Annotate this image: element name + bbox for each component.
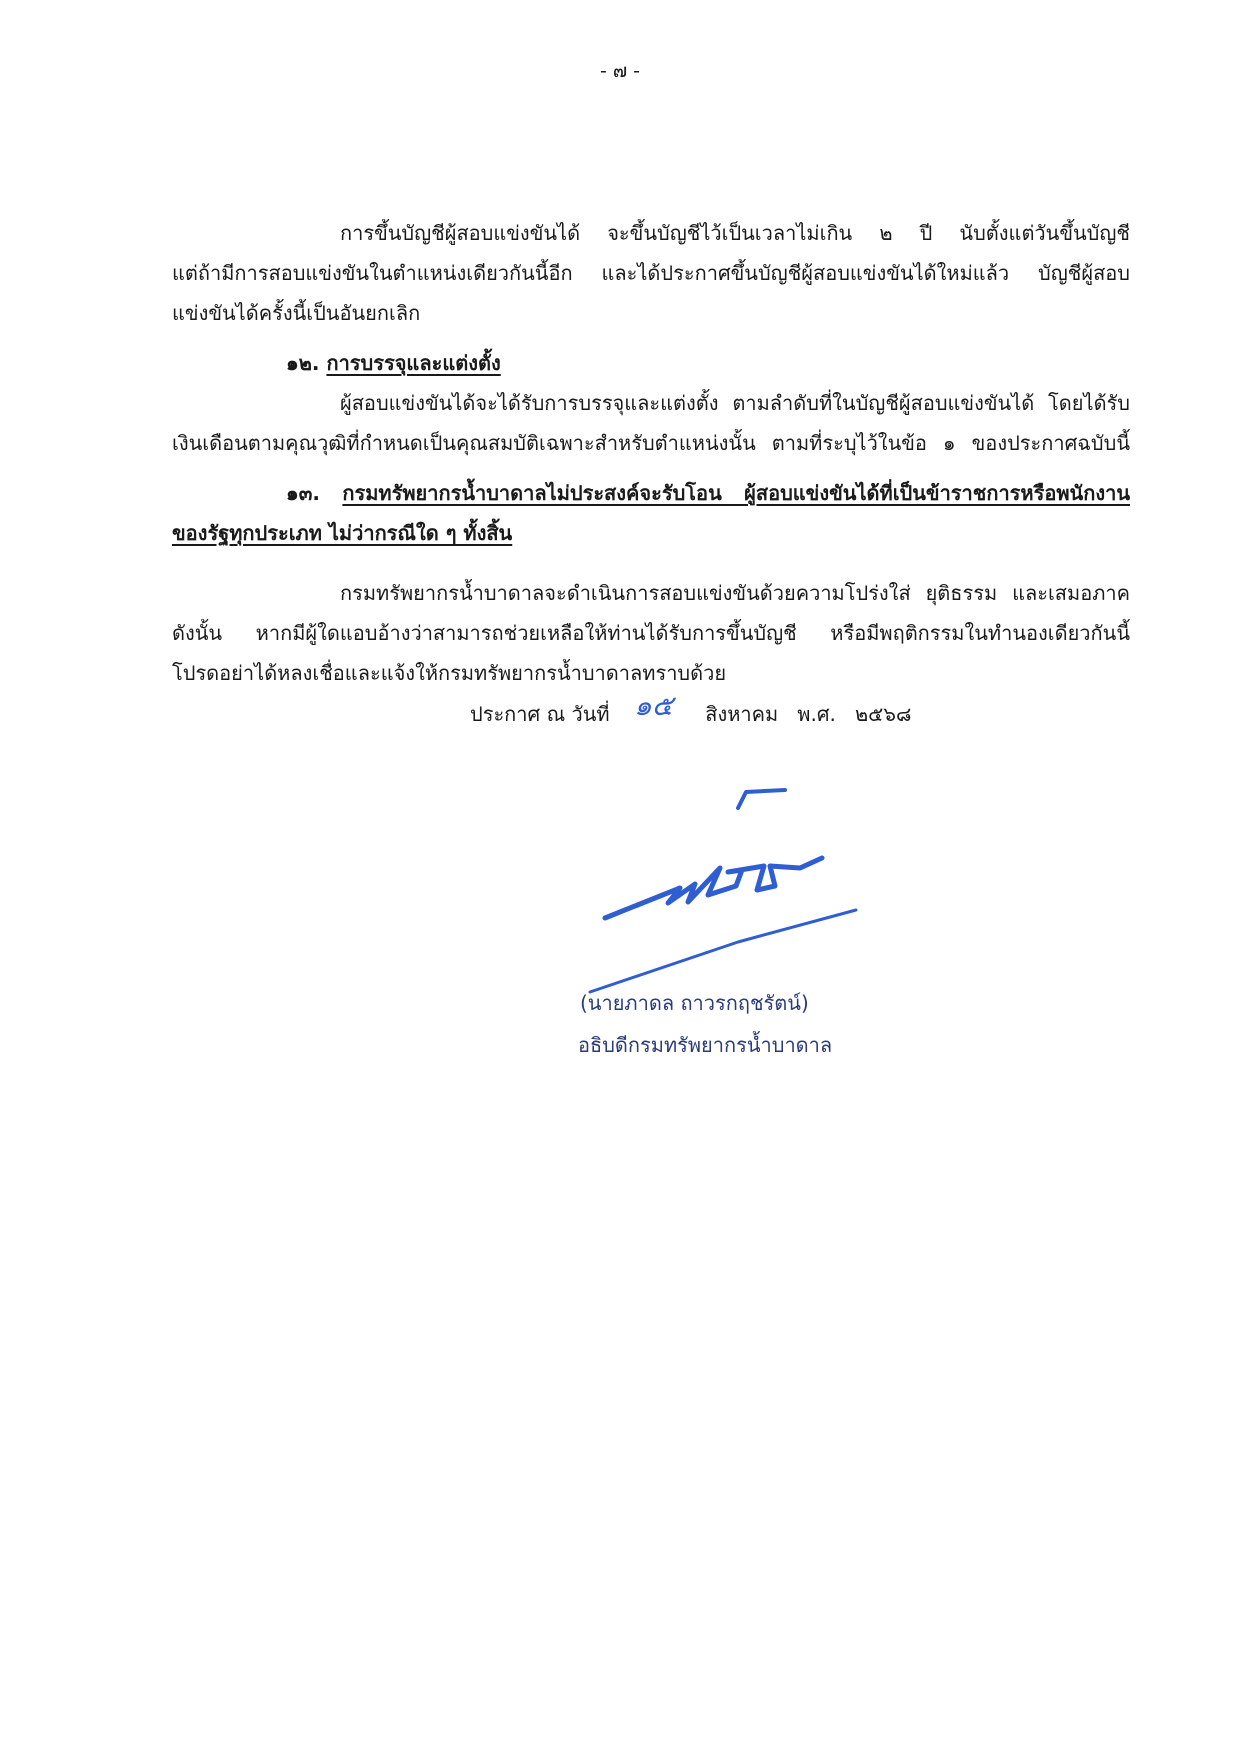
section-12-line-1: ผู้สอบแข่งขันได้จะได้รับการบรรจุและแต่งตั้ง ตามลำดับที่ในบัญชีผู้สอบแข่งขันได้ โดยได้รับ (340, 391, 1130, 415)
section-13-line-2: ดังนั้น หากมีผู้ใดแอบอ้างว่าสามารถช่วยเหลือให้ท่านได้รับการขึ้นบัญชี หรือมีพฤติกรรมในทำนองเดียวกันนี้ (172, 621, 1130, 645)
signature-stroke-main (605, 858, 822, 918)
announcement-date (470, 689, 912, 729)
intro-line-1: การขึ้นบัญชีผู้สอบแข่งขันได้ จะขึ้นบัญชีไว้เป็นเวลาไม่เกิน ๒ ปี นับตั้งแต่วันขึ้นบัญชี (340, 221, 1130, 245)
signature-stroke-top (738, 790, 785, 808)
section-12-heading (286, 348, 501, 378)
section-13-number: ๑๓. (286, 481, 320, 505)
announcement-month: สิงหาคม (705, 702, 779, 726)
intro-line-2: แต่ถ้ามีการสอบแข่งขันในตำแหน่งเดียวกันนี้อีก และได้ประกาศขึ้นบัญชีผู้สอบแข่งขันได้ใหม่แล้ว บัญชีผู้สอบ (172, 261, 1130, 285)
intro-line-3: แข่งขันได้ครั้งนี้เป็นอันยกเลิก (172, 301, 421, 325)
announcement-day: ๑๕ (633, 689, 673, 722)
signer-title: อธิบดีกรมทรัพยากรน้ำบาดาล (578, 1033, 833, 1057)
announcement-year: ๒๕๖๘ (854, 702, 912, 726)
announcement-prefix: ประกาศ ณ วันที่ (470, 702, 610, 726)
section-13-line-1: กรมทรัพยากรน้ำบาดาลจะดำเนินการสอบแข่งขันด้วยความโปร่งใส่ ยุติธรรม และเสมอภาค (340, 581, 1130, 605)
signature-stroke-underline (590, 910, 856, 992)
page-number: - ๗ - (599, 60, 641, 82)
section-12-number: ๑๒. (286, 351, 320, 375)
section-13-title-1: กรมทรัพยากรน้ำบาดาลไม่ประสงค์จะรับโอน ผู้สอบแข่งขันได้ที่เป็นข้าราชการหรือพนักงาน (342, 481, 1130, 505)
section-12-line-2: เงินเดือนตามคุณวุฒิที่กำหนดเป็นคุณสมบัติเฉพาะสำหรับตำแหน่งนั้น ตามที่ระบุไว้ในข้อ ๑ ของประกาศฉบับนี้ (172, 431, 1130, 455)
section-13-line-3: โปรดอย่าได้หลงเชื่อและแจ้งให้กรมทรัพยากรน้ำบาดาลทราบด้วย (172, 661, 727, 685)
section-13-heading-line-1 (286, 478, 1130, 508)
section-13-heading-line-2 (172, 518, 512, 548)
section-13-title-2: ของรัฐทุกประเภท ไม่ว่ากรณีใด ๆ ทั้งสิ้น (172, 521, 513, 545)
announcement-era: พ.ศ. (797, 702, 836, 726)
signature-image (560, 770, 880, 1010)
signer-name: (นายภาดล ถาวรกฤชรัตน์) (580, 991, 809, 1015)
section-12-title: การบรรจุและแต่งตั้ง (326, 351, 501, 375)
